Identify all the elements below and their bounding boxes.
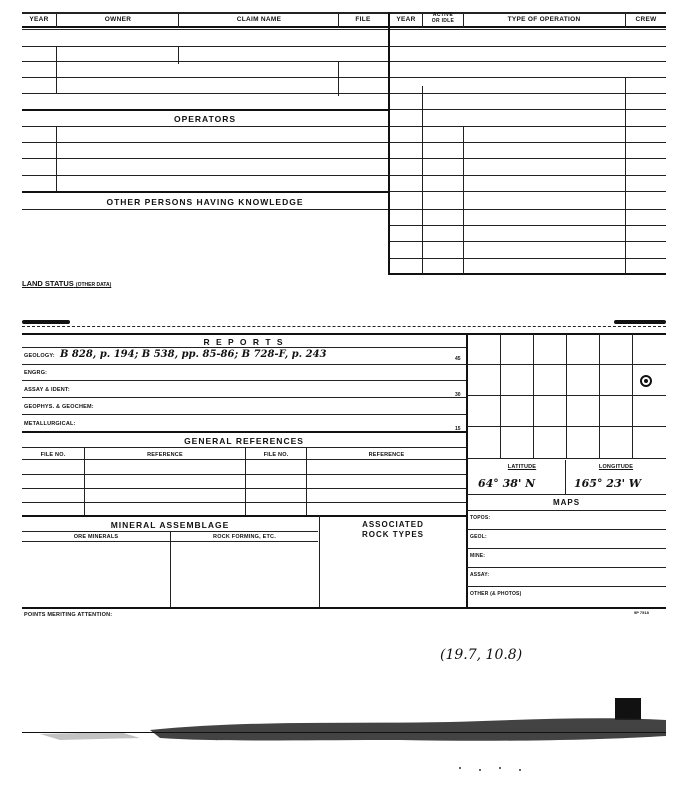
longitude-label: LONGITUDE <box>598 464 634 470</box>
smudge-left <box>40 732 140 740</box>
maps-other: OTHER (& PHOTOS) <box>470 591 522 597</box>
geology-value: B 828, p. 194; B 538, pp. 85-86; B 728-F, p. 243 <box>60 349 327 360</box>
grid-line <box>467 364 666 365</box>
divider <box>463 126 464 274</box>
ore-minerals-header: ORE MINERALS <box>73 534 119 540</box>
col-year: YEAR <box>29 16 49 23</box>
row-line <box>22 46 388 47</box>
divider <box>84 447 85 515</box>
rock-forming-header: ROCK FORMING, ETC. <box>213 534 276 540</box>
maps-topos: TOPOS: <box>470 515 491 521</box>
center-divider <box>388 12 390 275</box>
geophys-label: GEOPHYS. & GEOCHEM: <box>24 404 94 410</box>
row-line <box>22 209 388 210</box>
row-line <box>22 431 466 433</box>
ref-col-reference-2: REFERENCE <box>368 452 405 458</box>
grid-line <box>566 334 567 458</box>
handwritten-note: (19.7, 10.8) <box>440 647 523 663</box>
row-line <box>390 61 666 62</box>
divider <box>245 447 246 515</box>
row-line <box>22 397 466 398</box>
grid-line <box>632 334 633 458</box>
scale-30: 30 <box>455 392 461 398</box>
divider <box>422 86 423 274</box>
header-rule <box>22 26 666 28</box>
row-line <box>22 175 388 176</box>
grid-line <box>599 334 600 458</box>
ref-col-reference-1: REFERENCE <box>147 452 183 458</box>
punch-mark <box>614 320 666 324</box>
divider <box>178 46 179 64</box>
divider <box>306 447 307 515</box>
row-line <box>467 494 666 495</box>
divider <box>625 12 626 28</box>
mineral-assemblage-title: MINERAL ASSEMBLAGE <box>110 520 230 530</box>
divider <box>565 460 566 494</box>
row-line <box>22 61 388 62</box>
divider <box>463 12 464 28</box>
other-persons-title: OTHER PERSONS HAVING KNOWLEDGE <box>106 197 304 207</box>
reports-bottom-rule <box>22 607 666 609</box>
divider <box>56 46 57 94</box>
row-line <box>467 529 666 530</box>
row-line <box>22 191 388 193</box>
punch-mark <box>22 320 70 324</box>
marker-dot <box>644 379 648 383</box>
rock-types-line: ROCK TYPES <box>361 530 424 539</box>
divider <box>178 12 179 28</box>
row-line <box>467 567 666 568</box>
tear-line <box>22 326 666 327</box>
col-active-idle <box>423 12 463 24</box>
grid-line <box>467 426 666 427</box>
row-line <box>22 142 388 143</box>
land-status-sub: (OTHER DATA) <box>75 282 112 288</box>
grid-line <box>500 334 501 458</box>
row-line <box>467 586 666 587</box>
row-line <box>390 46 666 47</box>
row-line <box>22 474 466 475</box>
divider <box>625 78 626 274</box>
land-status <box>22 279 111 288</box>
general-references-title: GENERAL REFERENCES <box>184 436 304 446</box>
idle-label: OR IDLE <box>431 18 455 24</box>
longitude-value: 165° 23' W <box>574 477 642 490</box>
maps-geol: GEOL: <box>470 534 487 540</box>
location-marker-icon <box>640 375 652 387</box>
row-line <box>22 488 466 489</box>
assay-label: ASSAY & IDENT: <box>24 387 70 393</box>
reports-right-divider <box>466 333 468 607</box>
header-rule-2 <box>22 29 666 30</box>
col-crew: CREW <box>635 16 657 23</box>
associated-line: ASSOCIATED <box>362 520 424 529</box>
row-line <box>467 548 666 549</box>
smudge-band <box>150 718 666 740</box>
col-owner: OWNER <box>104 16 132 23</box>
col-file: FILE <box>355 16 371 23</box>
col-type-operation: TYPE OF OPERATION <box>507 16 581 23</box>
divider <box>338 62 339 96</box>
associated-rock-types <box>320 520 466 540</box>
divider <box>422 12 423 28</box>
row-line <box>22 93 388 94</box>
metallurgical-label: METALLURGICAL: <box>24 421 76 427</box>
row-line <box>22 77 388 78</box>
divider <box>56 12 57 28</box>
row-line <box>22 447 466 448</box>
row-line <box>22 158 388 159</box>
operators-title: OPERATORS <box>173 114 237 124</box>
engrg-label: ENGRG: <box>24 370 48 376</box>
scale-45: 45 <box>455 356 461 362</box>
row-line <box>22 380 466 381</box>
scale-15: 15 <box>455 426 461 432</box>
row-line <box>22 414 466 415</box>
divider <box>338 12 339 28</box>
grid-line <box>533 334 534 458</box>
reports-title: R E P O R T S <box>203 337 285 347</box>
row-line <box>22 459 466 460</box>
maps-mine: MINE: <box>470 553 486 559</box>
row-line <box>22 347 466 348</box>
reports-top-rule <box>22 333 666 335</box>
form-number: 9P 7518 <box>634 610 649 615</box>
row-line <box>22 502 466 503</box>
ref-col-file-1: FILE NO. <box>40 452 66 458</box>
maps-title: MAPS <box>552 498 581 507</box>
latitude-value: 64° 38' N <box>478 477 536 490</box>
active-label: ACTIVE <box>432 12 454 18</box>
row-line <box>22 109 388 111</box>
scan-line <box>22 732 666 733</box>
points-meriting-label: POINTS MERITING ATTENTION: <box>24 612 113 618</box>
row-line <box>22 126 388 127</box>
divider <box>170 531 171 607</box>
black-tab <box>615 698 641 720</box>
land-status-label: LAND STATUS <box>22 279 74 288</box>
row-line <box>22 515 466 517</box>
scan-smudge <box>0 690 678 780</box>
row-line <box>22 364 466 365</box>
col-op-year: YEAR <box>396 16 416 23</box>
top-rule <box>22 12 666 14</box>
grid-line <box>467 395 666 396</box>
grid-line <box>467 458 666 459</box>
row-line <box>467 510 666 511</box>
latitude-label: LATITUDE <box>507 464 537 470</box>
divider <box>56 127 57 191</box>
maps-assay: ASSAY: <box>470 572 490 578</box>
col-claim-name: CLAIM NAME <box>236 16 282 23</box>
geology-label: GEOLOGY: <box>24 353 55 359</box>
ref-col-file-2: FILE NO. <box>263 452 289 458</box>
